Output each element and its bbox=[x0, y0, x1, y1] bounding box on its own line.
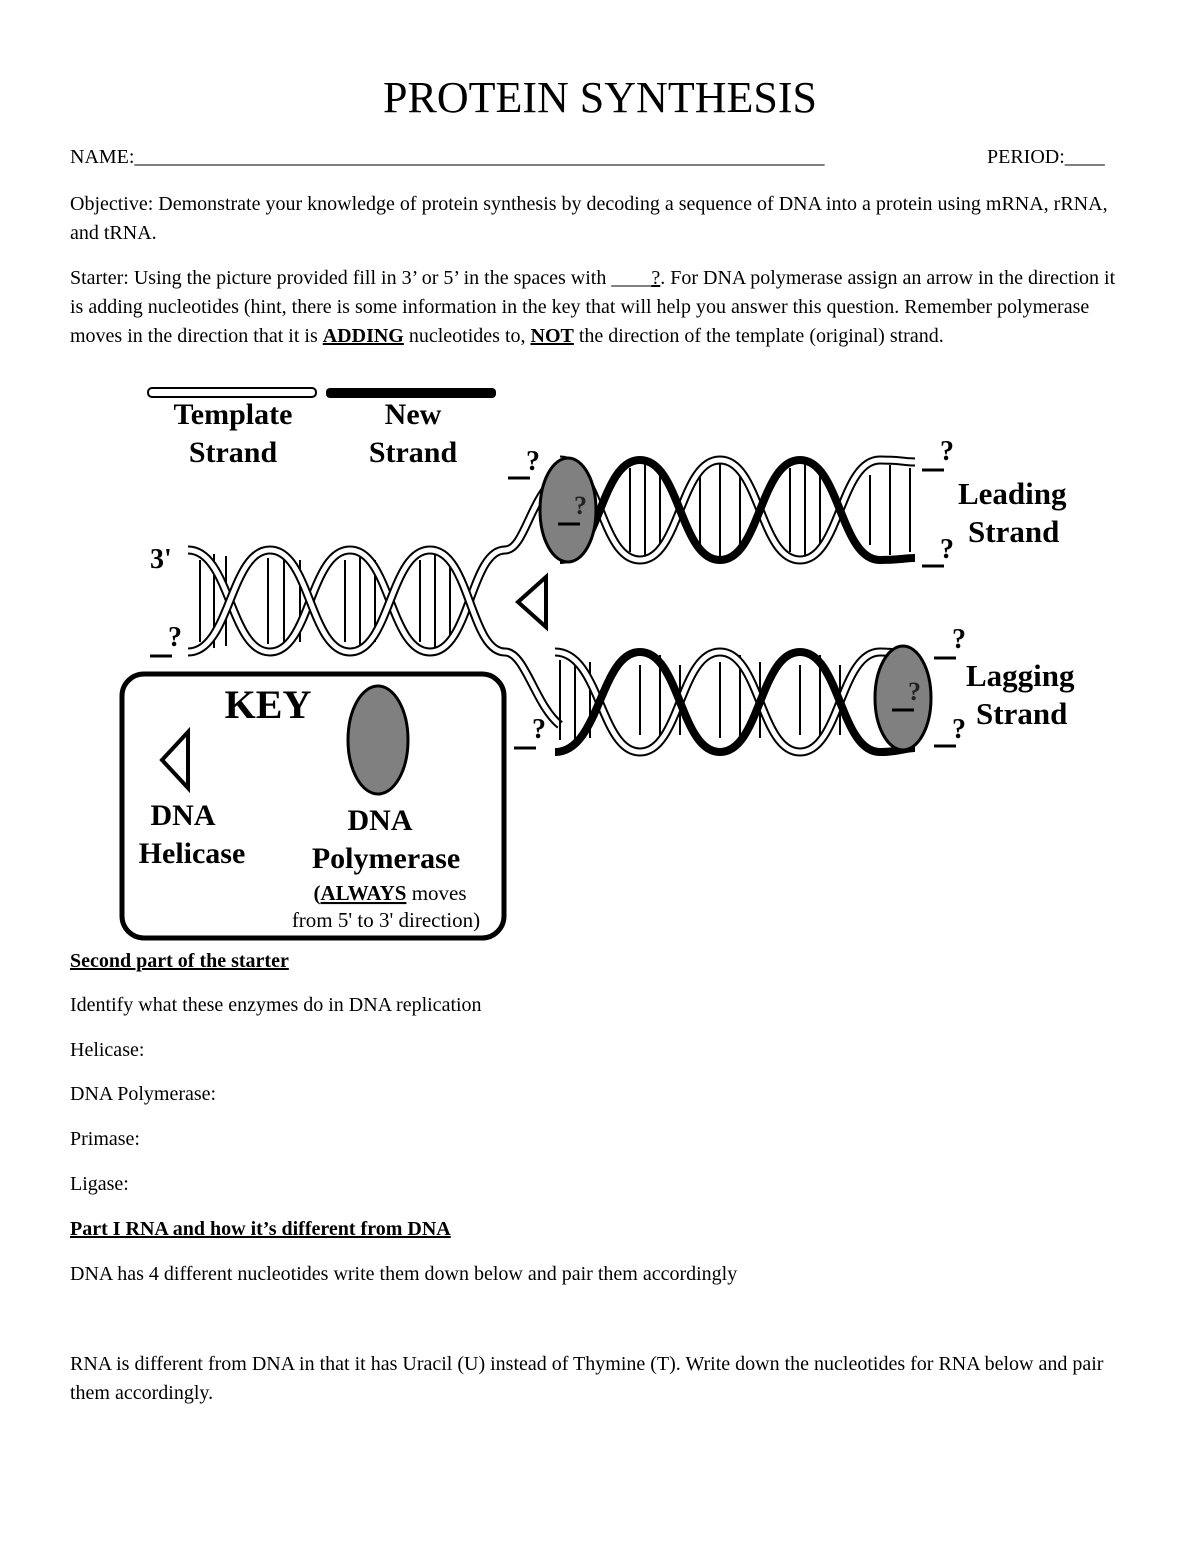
template-label-2: Strand bbox=[188, 436, 278, 469]
lagging-label-1: Lagging bbox=[966, 658, 1075, 693]
template-label-1: Template bbox=[173, 398, 293, 431]
three-prime-label: 3' bbox=[150, 544, 172, 575]
second-part-heading: Second part of the starter bbox=[70, 950, 289, 972]
blank-lagging-top-right[interactable]: ? bbox=[952, 624, 966, 655]
new-label-1: New bbox=[384, 398, 442, 431]
starter-adding: ADDING bbox=[322, 325, 404, 347]
blank-lagging-polymerase[interactable]: ? bbox=[908, 677, 921, 706]
parent-helix bbox=[188, 550, 505, 652]
blank-leading-top-right[interactable]: ? bbox=[940, 436, 954, 467]
key-polymerase-label-1: DNA bbox=[347, 804, 413, 837]
blank-leading-bottom-right[interactable]: ? bbox=[940, 534, 954, 565]
leading-label-2: Strand bbox=[968, 514, 1060, 549]
new-label-2: Strand bbox=[368, 436, 458, 469]
polymerase-answer-label[interactable]: DNA Polymerase: bbox=[70, 1083, 217, 1105]
primase-answer-label[interactable]: Primase: bbox=[70, 1128, 140, 1150]
part1-heading: Part I RNA and how it’s different from DNA bbox=[70, 1218, 451, 1240]
starter-part3: nucleotides to, bbox=[403, 325, 531, 347]
starter-blank-mark: ? bbox=[651, 267, 661, 289]
leading-label-1: Leading bbox=[958, 476, 1067, 511]
leading-helix bbox=[560, 460, 915, 560]
key-helicase-label-2: Helicase bbox=[138, 837, 246, 870]
objective-text: Objective: Demonstrate your knowledge of protein synthesis by decoding a sequence of DNA into a protein using mRNA, rRNA, and tRNA. bbox=[70, 193, 1108, 244]
key-polymerase-label-2: Polymerase bbox=[311, 842, 461, 875]
leading-polymerase bbox=[540, 458, 596, 562]
starter-part4: the direction of the template (original) strand. bbox=[573, 325, 944, 347]
blank-leading-polymerase[interactable]: ? bbox=[574, 491, 587, 520]
second-part-prompt: Identify what these enzymes do in DNA replication bbox=[70, 994, 482, 1016]
blank-left-bottom[interactable]: ? bbox=[168, 622, 182, 653]
page-title: PROTEIN SYNTHESIS bbox=[383, 73, 817, 122]
blank-lagging-bottom-right[interactable]: ? bbox=[952, 714, 966, 745]
key-helicase-label-1: DNA bbox=[150, 799, 216, 832]
starter-text bbox=[70, 264, 1130, 351]
key-polymerase-icon bbox=[348, 686, 408, 794]
new-strand-swatch bbox=[326, 388, 496, 398]
name-field-label[interactable]: NAME:_____________________________________________________________________ bbox=[70, 146, 825, 168]
key-note-line2: from 5' to 3' direction) bbox=[291, 908, 481, 932]
helicase-answer-label[interactable]: Helicase: bbox=[70, 1039, 145, 1061]
starter-part2: . For DNA polymerase assign an arrow in the direction it is adding nucleotides (hint, there is some information in the key that will help you answer this question. Remember polymerase moves in the direction that it is bbox=[70, 267, 1116, 347]
template-strand-swatch bbox=[148, 388, 316, 397]
key-note-line1: (ALWAYS moves bbox=[313, 881, 467, 905]
name-period-line bbox=[70, 146, 1130, 169]
key-box bbox=[122, 674, 504, 938]
dna-replication-diagram bbox=[0, 380, 1200, 950]
blank-leading-template-end[interactable]: ? bbox=[526, 446, 540, 477]
lagging-polymerase bbox=[875, 646, 931, 750]
key-title: KEY bbox=[224, 682, 312, 727]
ligase-answer-label[interactable]: Ligase: bbox=[70, 1173, 129, 1195]
dna-nucleotides-prompt: DNA has 4 different nucleotides write them down below and pair them accordingly bbox=[70, 1263, 738, 1285]
period-field-label[interactable]: PERIOD:____ bbox=[987, 146, 1105, 168]
lagging-helix bbox=[555, 652, 915, 752]
starter-not: NOT bbox=[530, 325, 574, 347]
rna-nucleotides-prompt: RNA is different from DNA in that it has Uracil (U) instead of Thymine (T). Write down the nucleotides for RNA below and pair them accordingly. bbox=[70, 1353, 1104, 1404]
starter-part1: Starter: Using the picture provided fill in 3’ or 5’ in the spaces with ____ bbox=[70, 267, 652, 289]
lagging-label-2: Strand bbox=[976, 696, 1068, 731]
helicase-marker bbox=[518, 577, 546, 627]
blank-lagging-left[interactable]: ? bbox=[532, 714, 546, 745]
